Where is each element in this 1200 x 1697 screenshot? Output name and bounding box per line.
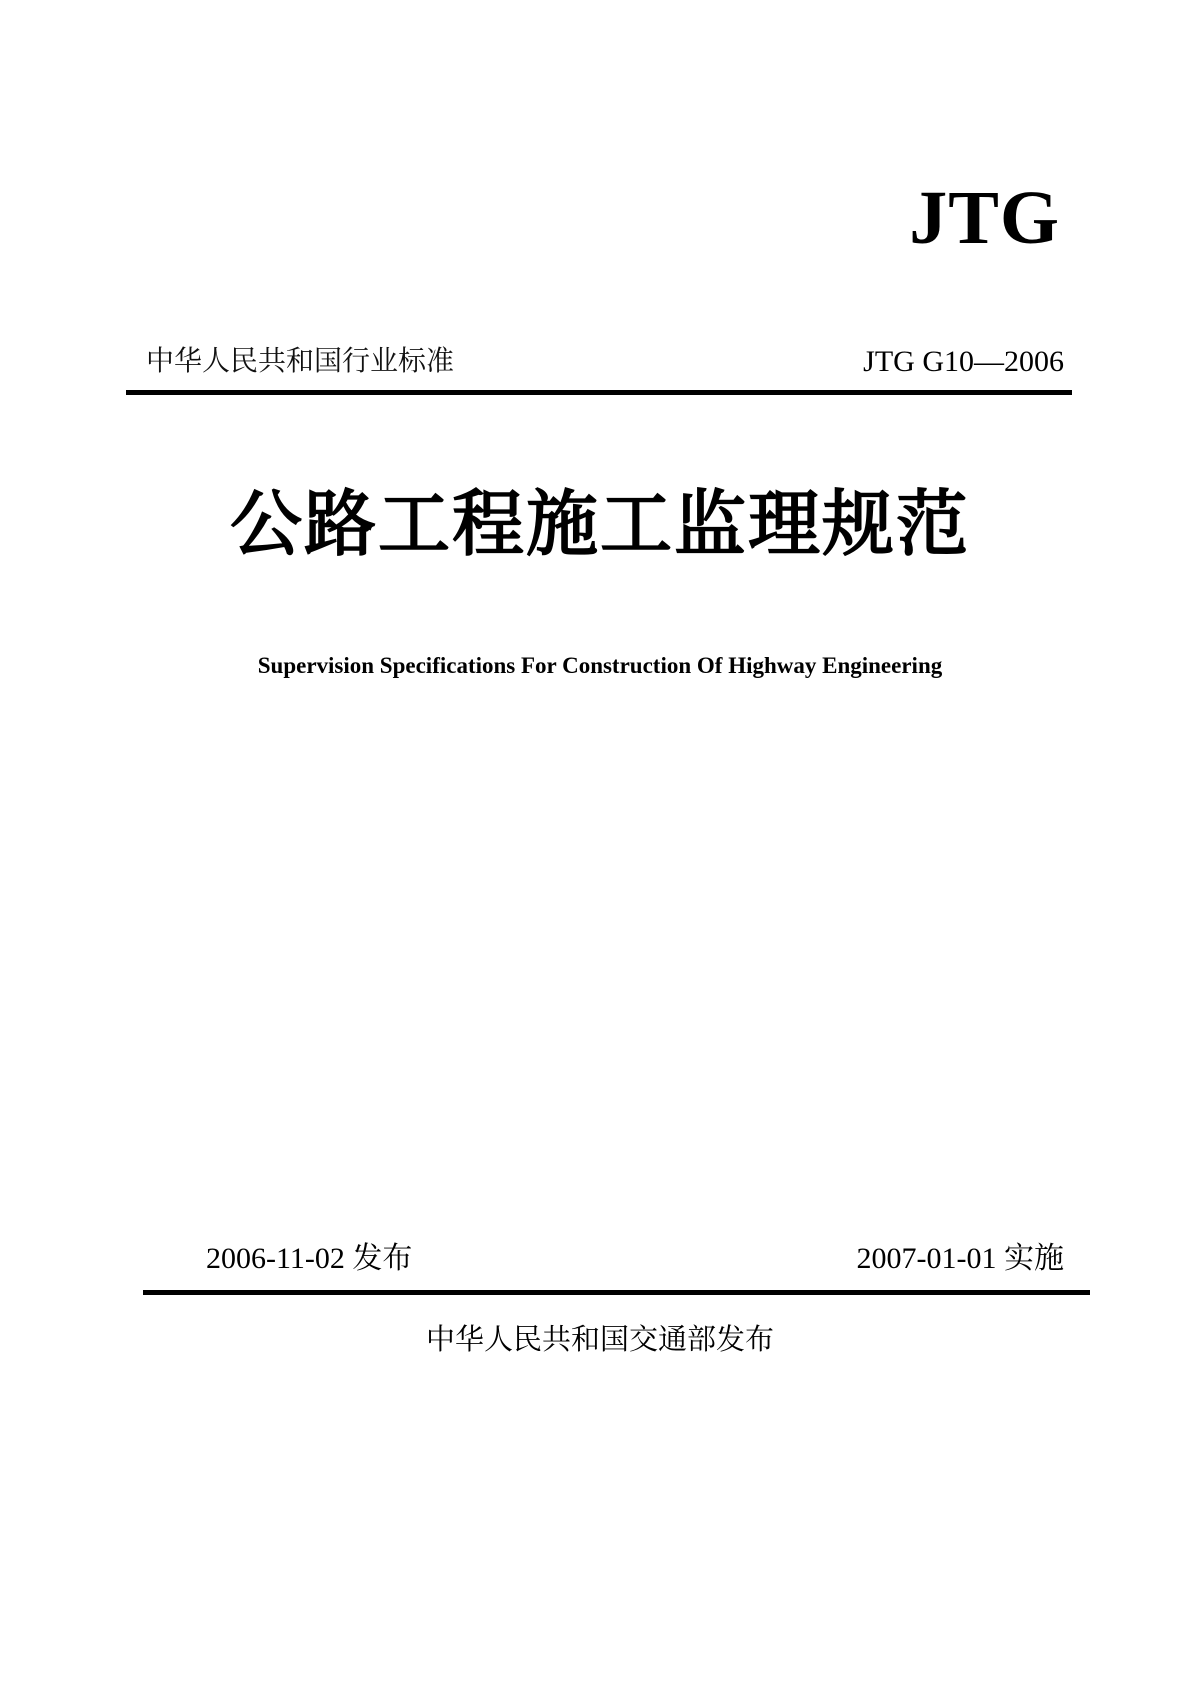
series-mark: JTG: [909, 176, 1060, 260]
document-title-chinese: 公路工程施工监理规范: [229, 482, 970, 566]
publisher: 中华人民共和国交通部发布: [425, 1322, 774, 1356]
effective-date: 2007-01-01 实施: [856, 1242, 1064, 1275]
top-divider: [126, 390, 1072, 395]
document-title-english: Supervision Specifications For Construction Of Highway Engineering: [257, 653, 943, 678]
issue-date: 2006-11-02 发布: [206, 1242, 413, 1275]
bottom-divider: [143, 1290, 1090, 1295]
standard-number: JTG G10—2006: [863, 345, 1064, 378]
standard-category: 中华人民共和国行业标准: [146, 344, 455, 377]
